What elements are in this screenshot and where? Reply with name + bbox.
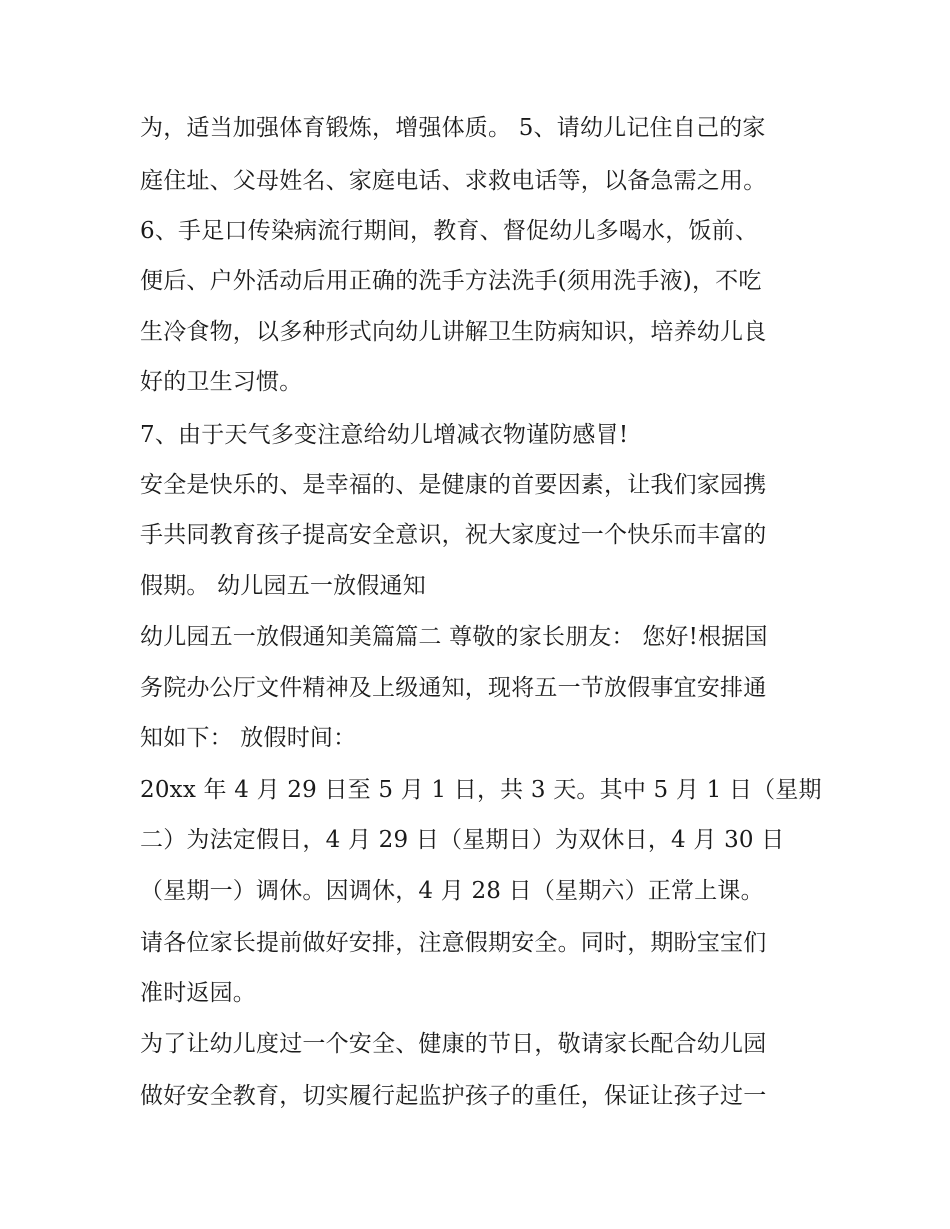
text-line: 请各位家长提前做好安排，注意假期安全。同时，期盼宝宝们 bbox=[140, 930, 767, 956]
text-line: 为了让幼儿度过一个安全、健康的节日，敬请家长配合幼儿园 bbox=[140, 1031, 767, 1057]
text-line: 手共同教育孩子提高安全意识，祝大家度过一个快乐而丰富的 bbox=[140, 522, 767, 548]
text-line: （星期一）调休。因调休，4 月 28 日（星期六）正常上课。 bbox=[140, 878, 764, 904]
text-line: 庭住址、父母姓名、家庭电话、求救电话等，以备急需之用。 bbox=[140, 168, 767, 194]
text-line: 务院办公厅文件精神及上级通知，现将五一节放假事宜安排通 bbox=[140, 675, 767, 701]
text-line: 安全是快乐的、是幸福的、是健康的首要因素，让我们家园携 bbox=[140, 472, 767, 498]
text-line: 20xx 年 4 月 29 日至 5 月 1 日，共 3 天。其中 5 月 1 日（星期 bbox=[140, 777, 822, 803]
text-line: 7、由于天气多变注意给幼儿增减衣物谨防感冒! bbox=[140, 422, 629, 448]
text-line: 做好安全教育，切实履行起监护孩子的重任，保证让孩子过一 bbox=[140, 1083, 767, 1109]
text-line: 6、手足口传染病流行期间，教育、督促幼儿多喝水，饭前、 bbox=[140, 218, 759, 244]
text-line: 便后、户外活动后用正确的洗手方法洗手(须用洗手液)，不吃 bbox=[140, 268, 762, 294]
text-line: 准时返园。 bbox=[140, 980, 256, 1006]
text-line: 假期。 幼儿园五一放假通知 bbox=[140, 573, 426, 599]
text-line: 为，适当加强体育锻炼，增强体质。 5、请幼儿记住自己的家 bbox=[140, 115, 766, 141]
text-line: 幼儿园五一放假通知美篇篇二 尊敬的家长朋友： 您好!根据国 bbox=[140, 624, 768, 650]
text-line: 生冷食物，以多种形式向幼儿讲解卫生防病知识，培养幼儿良 bbox=[140, 319, 767, 345]
text-line: 知如下： 放假时间： bbox=[140, 725, 357, 751]
text-line: 好的卫生习惯。 bbox=[140, 369, 303, 395]
text-line: 二）为法定假日，4 月 29 日（星期日）为双休日，4 月 30 日 bbox=[140, 827, 785, 853]
